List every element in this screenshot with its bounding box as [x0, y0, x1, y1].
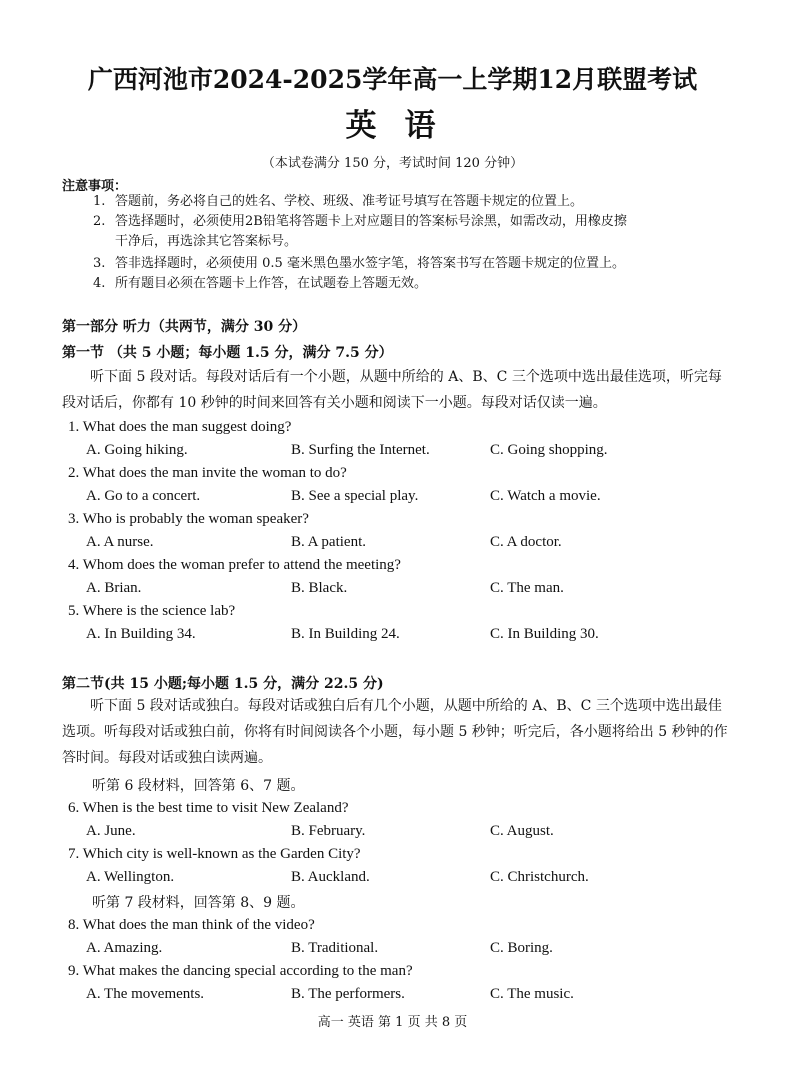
option-b: B. Surfing the Internet. — [291, 442, 430, 458]
option-a: A. June. — [86, 823, 136, 839]
notice-heading: 注意事项： — [62, 179, 128, 194]
notice-text: 答非选择题时，必须使用 0.5 毫米黑色墨水签字笔，将答案书写在答题卡规定的位置上。 — [115, 256, 625, 271]
option-b: B. Black. — [291, 580, 348, 596]
listening-hint-7: 听第 7 段材料，回答第 8、9 题。 — [92, 895, 305, 911]
notice-text: 答题前，务必将自己的姓名、学校、班级、准考证号填写在答题卡规定的位置上。 — [115, 194, 584, 209]
section2-heading: 第二节(共 15 小题;每小题 1.5 分，满分 22.5 分) — [62, 676, 384, 692]
option-b: B. The performers. — [291, 986, 405, 1002]
option-b: B. Auckland. — [291, 869, 370, 885]
score-note: （本试卷满分 150 分，考试时间 120 分钟） — [261, 156, 524, 171]
option-c: C. Watch a movie. — [490, 488, 601, 504]
notice-text: 答选择题时，必须使用2B铅笔将答题卡上对应题目的答案标号涂黑，如需改动，用橡皮擦 — [115, 214, 627, 229]
option-a: A. In Building 34. — [86, 626, 196, 642]
notice-text: 所有题目必须在答题卡上作答，在试题卷上答题无效。 — [115, 276, 428, 291]
option-a: A. Go to a concert. — [86, 488, 201, 504]
option-a: A. A nurse. — [86, 534, 154, 550]
part1-heading: 第一部分 听力（共两节，满分 30 分） — [62, 319, 307, 335]
option-b: B. See a special play. — [291, 488, 419, 504]
notice-num: 4. — [93, 276, 106, 291]
notice-num: 3. — [93, 256, 106, 271]
question-2: 2. What does the man invite the woman to do? — [68, 465, 347, 481]
option-b: B. A patient. — [291, 534, 366, 550]
option-c: C. A doctor. — [490, 534, 562, 550]
question-1: 1. What does the man suggest doing? — [68, 419, 292, 435]
option-a: A. Brian. — [86, 580, 142, 596]
option-a: A. Wellington. — [86, 869, 175, 885]
option-b: B. February. — [291, 823, 366, 839]
option-a: A. The movements. — [86, 986, 205, 1002]
option-c: C. The man. — [490, 580, 564, 596]
option-b: B. In Building 24. — [291, 626, 400, 642]
question-8: 8. What does the man think of the video? — [68, 917, 315, 933]
question-7: 7. Which city is well-known as the Garden City? — [68, 846, 361, 862]
notice-item-2-cont: 干净后，再选涂其它答案标号。 — [115, 234, 298, 249]
listening-hint-6: 听第 6 段材料，回答第 6、7 题。 — [92, 778, 305, 794]
option-c: C. The music. — [490, 986, 574, 1002]
option-c: C. Christchurch. — [490, 869, 589, 885]
question-4: 4. Whom does the woman prefer to attend the meeting? — [68, 557, 401, 573]
notice-item-1 — [93, 192, 733, 212]
notice-num: 1. — [93, 194, 106, 209]
question-5: 5. Where is the science lab? — [68, 603, 236, 619]
section2-instructions: 听下面 5 段对话或独白。每段对话或独白后有几个小题，从题中所给的 A、B、C 三个选项中选出最佳选项。听每段对话或独白前，你将有时间阅读各个小题，每小题 5 秒钟；听完后，各小题将给出 5 秒钟的作答时间。每段对话或独白读两遍。 — [62, 698, 728, 766]
option-c: C. Going shopping. — [490, 442, 608, 458]
page-footer: 高一 英语 第 1 页 共 8 页 — [317, 1015, 468, 1030]
notice-num: 2. — [93, 214, 106, 229]
section1-heading: 第一节 （共 5 小题；每小题 1.5 分，满分 7.5 分） — [62, 345, 393, 361]
exam-title: 广西河池市2024-2025学年高一上学期12月联盟考试 — [87, 65, 698, 94]
subject-title: 英语 — [345, 108, 464, 144]
option-a: A. Amazing. — [86, 940, 163, 956]
question-9: 9. What makes the dancing special according to the man? — [68, 963, 413, 979]
option-c: C. Boring. — [490, 940, 553, 956]
notice-item-4 — [93, 274, 733, 294]
notice-item-2 — [93, 212, 733, 232]
notice-item-3 — [93, 254, 733, 274]
option-c: C. In Building 30. — [490, 626, 599, 642]
question-3: 3. Who is probably the woman speaker? — [68, 511, 309, 527]
option-a: A. Going hiking. — [86, 442, 188, 458]
question-6: 6. When is the best time to visit New Zealand? — [68, 800, 349, 816]
option-b: B. Traditional. — [291, 940, 379, 956]
section1-instructions: 听下面 5 段对话。每段对话后有一个小题，从题中所给的 A、B、C 三个选项中选出最佳选项，听完每段对话后，你都有 10 秒钟的时间来回答有关小题和阅读下一小题。每段对话仅读一遍。 — [62, 369, 722, 411]
option-c: C. August. — [490, 823, 554, 839]
